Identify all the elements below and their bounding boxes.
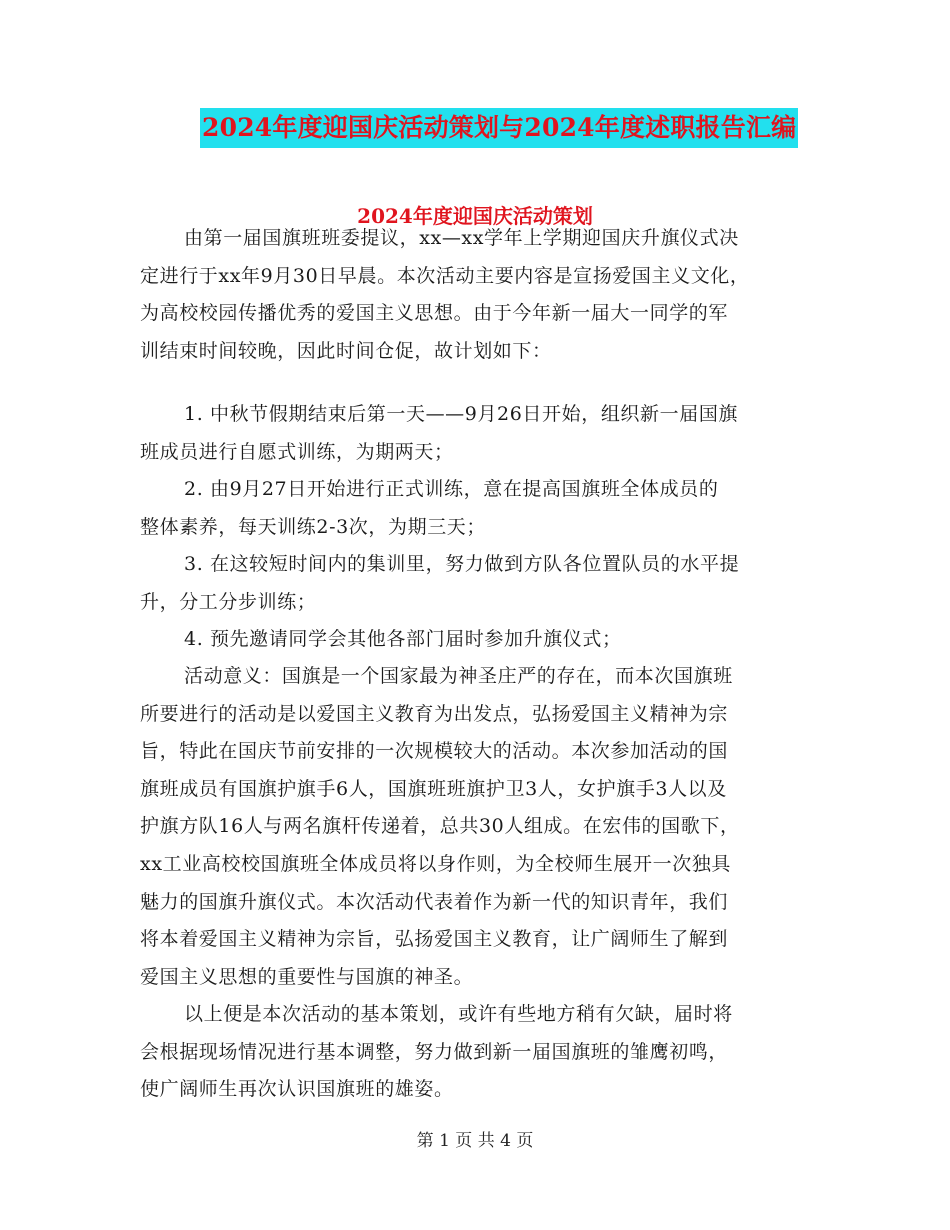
text-line: 旗班成员有国旗护旗手6人，国旗班班旗护卫3人，女护旗手3人以及 (140, 777, 727, 800)
text-line: 活动意义：国旗是一个国家最为神圣庄严的存在，而本次国旗班 (184, 665, 733, 687)
text-line: 为高校校园传播优秀的爱国主义思想。由于今年新一届大一同学的军 (140, 302, 729, 325)
text-line: 整体素养，每天训练2-3次，为期三天； (140, 515, 486, 538)
text-line: 升，分工分步训练； (140, 590, 317, 613)
paragraph-significance (140, 658, 740, 996)
paragraph-intro (140, 220, 750, 370)
paragraph-conclusion (140, 996, 733, 1109)
text-line: 2. 由9月27日开始进行正式训练，意在提高国旗班全体成员的 (184, 478, 719, 500)
paragraph-item-2 (140, 471, 718, 546)
text-line: 爱国主义思想的重要性与国旗的神圣。 (140, 965, 474, 988)
text-line: 旨，特此在国庆节前安排的一次规模较大的活动。本次参加活动的国 (140, 740, 729, 763)
text-line: 定进行于xx年9月30日早晨。本次活动主要内容是宣扬爱国主义文化， (140, 264, 750, 287)
text-line: 使广阔师生再次认识国旗班的雄姿。 (140, 1078, 454, 1101)
text-line: 4. 预先邀请同学会其他各部门届时参加升旗仪式； (184, 628, 622, 650)
text-line: 班成员进行自愿式训练，为期两天； (140, 440, 454, 463)
text-line: 3. 在这较短时间内的集训里，努力做到方队各位置队员的水平提 (184, 553, 740, 575)
text-line: 所要进行的活动是以爱国主义教育为出发点，弘扬爱国主义精神为宗 (140, 702, 729, 725)
text-line: 魅力的国旗升旗仪式。本次活动代表着作为新一代的知识青年，我们 (140, 890, 729, 913)
text-line: 以上便是本次活动的基本策划，或许有些地方稍有欠缺，届时将 (184, 1003, 733, 1025)
text-line: 会根据现场情况进行基本调整，努力做到新一届国旗班的雏鹰初鸣， (140, 1040, 729, 1063)
section-title: 2024年度迎国庆活动策划 (357, 204, 593, 228)
text-line: 训结束时间较晚，因此时间仓促，故计划如下： (140, 339, 552, 362)
text-line: xx工业高校校国旗班全体成员将以身作则，为全校师生展开一次独具 (140, 852, 732, 875)
text-line: 护旗方队16人与两名旗杆传递着，总共30人组成。在宏伟的国歌下， (140, 815, 740, 838)
paragraph-item-1 (140, 396, 738, 471)
page-number-footer: 第 1 页 共 4 页 (416, 1131, 534, 1151)
document-main-title: 2024年度迎国庆活动策划与2024年度述职报告汇编 (200, 108, 798, 148)
text-line: 将本着爱国主义精神为宗旨，弘扬爱国主义教育，让广阔师生了解到 (140, 928, 729, 951)
paragraph-item-4 (140, 621, 622, 659)
paragraph-item-3 (140, 546, 739, 621)
text-line: 由第一届国旗班班委提议，xx—xx学年上学期迎国庆升旗仪式决 (184, 227, 739, 249)
text-line: 1. 中秋节假期结束后第一天——9月26日开始，组织新一届国旗 (184, 403, 739, 425)
